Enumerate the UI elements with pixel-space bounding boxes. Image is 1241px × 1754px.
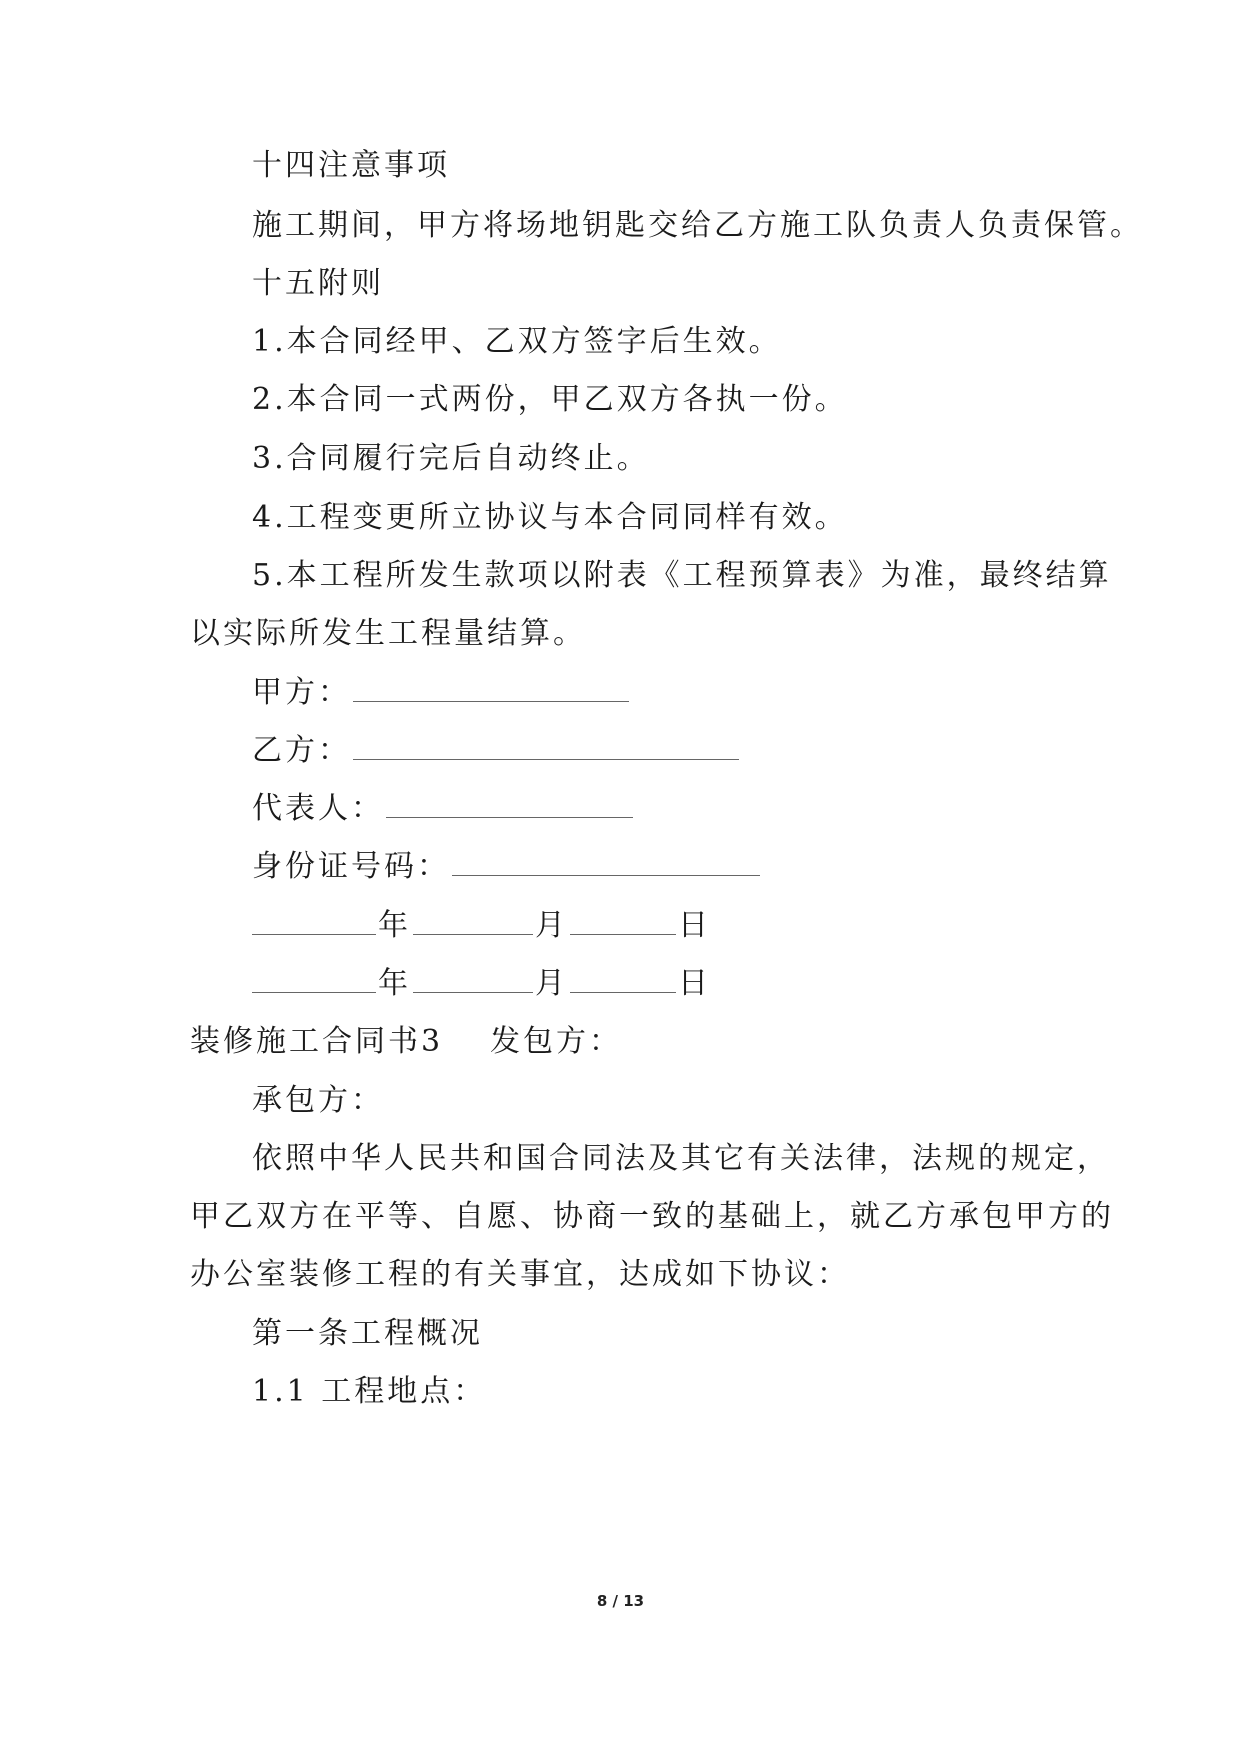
id-number-label: 身份证号码： [252, 849, 450, 884]
party-a-label: 甲方： [252, 675, 351, 710]
intro-paragraph-line-1: 依照中华人民共和国合同法及其它有关法律，法规的规定， [252, 1141, 1110, 1176]
day-label: 日 [678, 966, 711, 1001]
date-line-2 [252, 964, 711, 1004]
party-b-label: 乙方： [252, 733, 351, 768]
clause-2: 2.本合同一式两份，甲乙双方各执一份。 [252, 382, 848, 417]
year-label: 年 [378, 908, 411, 943]
representative-label: 代表人： [252, 791, 384, 826]
clause-1: 1.本合同经甲、乙双方签字后生效。 [252, 324, 782, 359]
employer-label: 发包方： [490, 1024, 622, 1059]
month-label: 月 [535, 908, 568, 943]
paragraph-keys: 施工期间，甲方将场地钥匙交给乙方施工队负责人负责保管。 [252, 208, 1143, 243]
section3-title: 装修施工合同书3 [190, 1024, 444, 1059]
party-a-blank [353, 675, 629, 702]
clause-5: 5.本工程所发生款项以附表《工程预算表》为准，最终结算 [252, 558, 1112, 593]
id-number-line [252, 847, 762, 887]
intro-paragraph-line-3: 办公室装修工程的有关事宜，达成如下协议： [190, 1257, 850, 1292]
article-1-heading: 第一条工程概况 [252, 1316, 483, 1351]
heading-appendix: 十五附则 [252, 266, 384, 301]
clause-4: 4.工程变更所立协议与本合同同样有效。 [252, 500, 848, 535]
page-number: 8 / 13 [596, 1592, 645, 1610]
party-a-line [252, 673, 631, 713]
clause-3: 3.合同履行完后自动终止。 [252, 441, 650, 476]
clause-5-continued: 以实际所发生工程量结算。 [190, 616, 586, 651]
intro-paragraph-line-2: 甲乙双方在平等、自愿、协商一致的基础上，就乙方承包甲方的 [190, 1199, 1114, 1234]
year-label: 年 [378, 966, 411, 1001]
month-label: 月 [535, 966, 568, 1001]
party-b-blank [353, 733, 739, 760]
year-blank [252, 908, 376, 935]
contractor-label: 承包方： [252, 1083, 384, 1118]
year-blank [252, 966, 376, 993]
heading-notes: 十四注意事项 [252, 148, 450, 183]
date-line-1 [252, 906, 711, 946]
party-b-line [252, 731, 741, 771]
id-number-blank [452, 849, 760, 876]
representative-blank [386, 791, 633, 818]
representative-line [252, 789, 635, 829]
day-label: 日 [678, 908, 711, 943]
item-1-1: 1.1 工程地点： [252, 1374, 487, 1409]
month-blank [413, 966, 533, 993]
day-blank [570, 966, 676, 993]
day-blank [570, 908, 676, 935]
month-blank [413, 908, 533, 935]
